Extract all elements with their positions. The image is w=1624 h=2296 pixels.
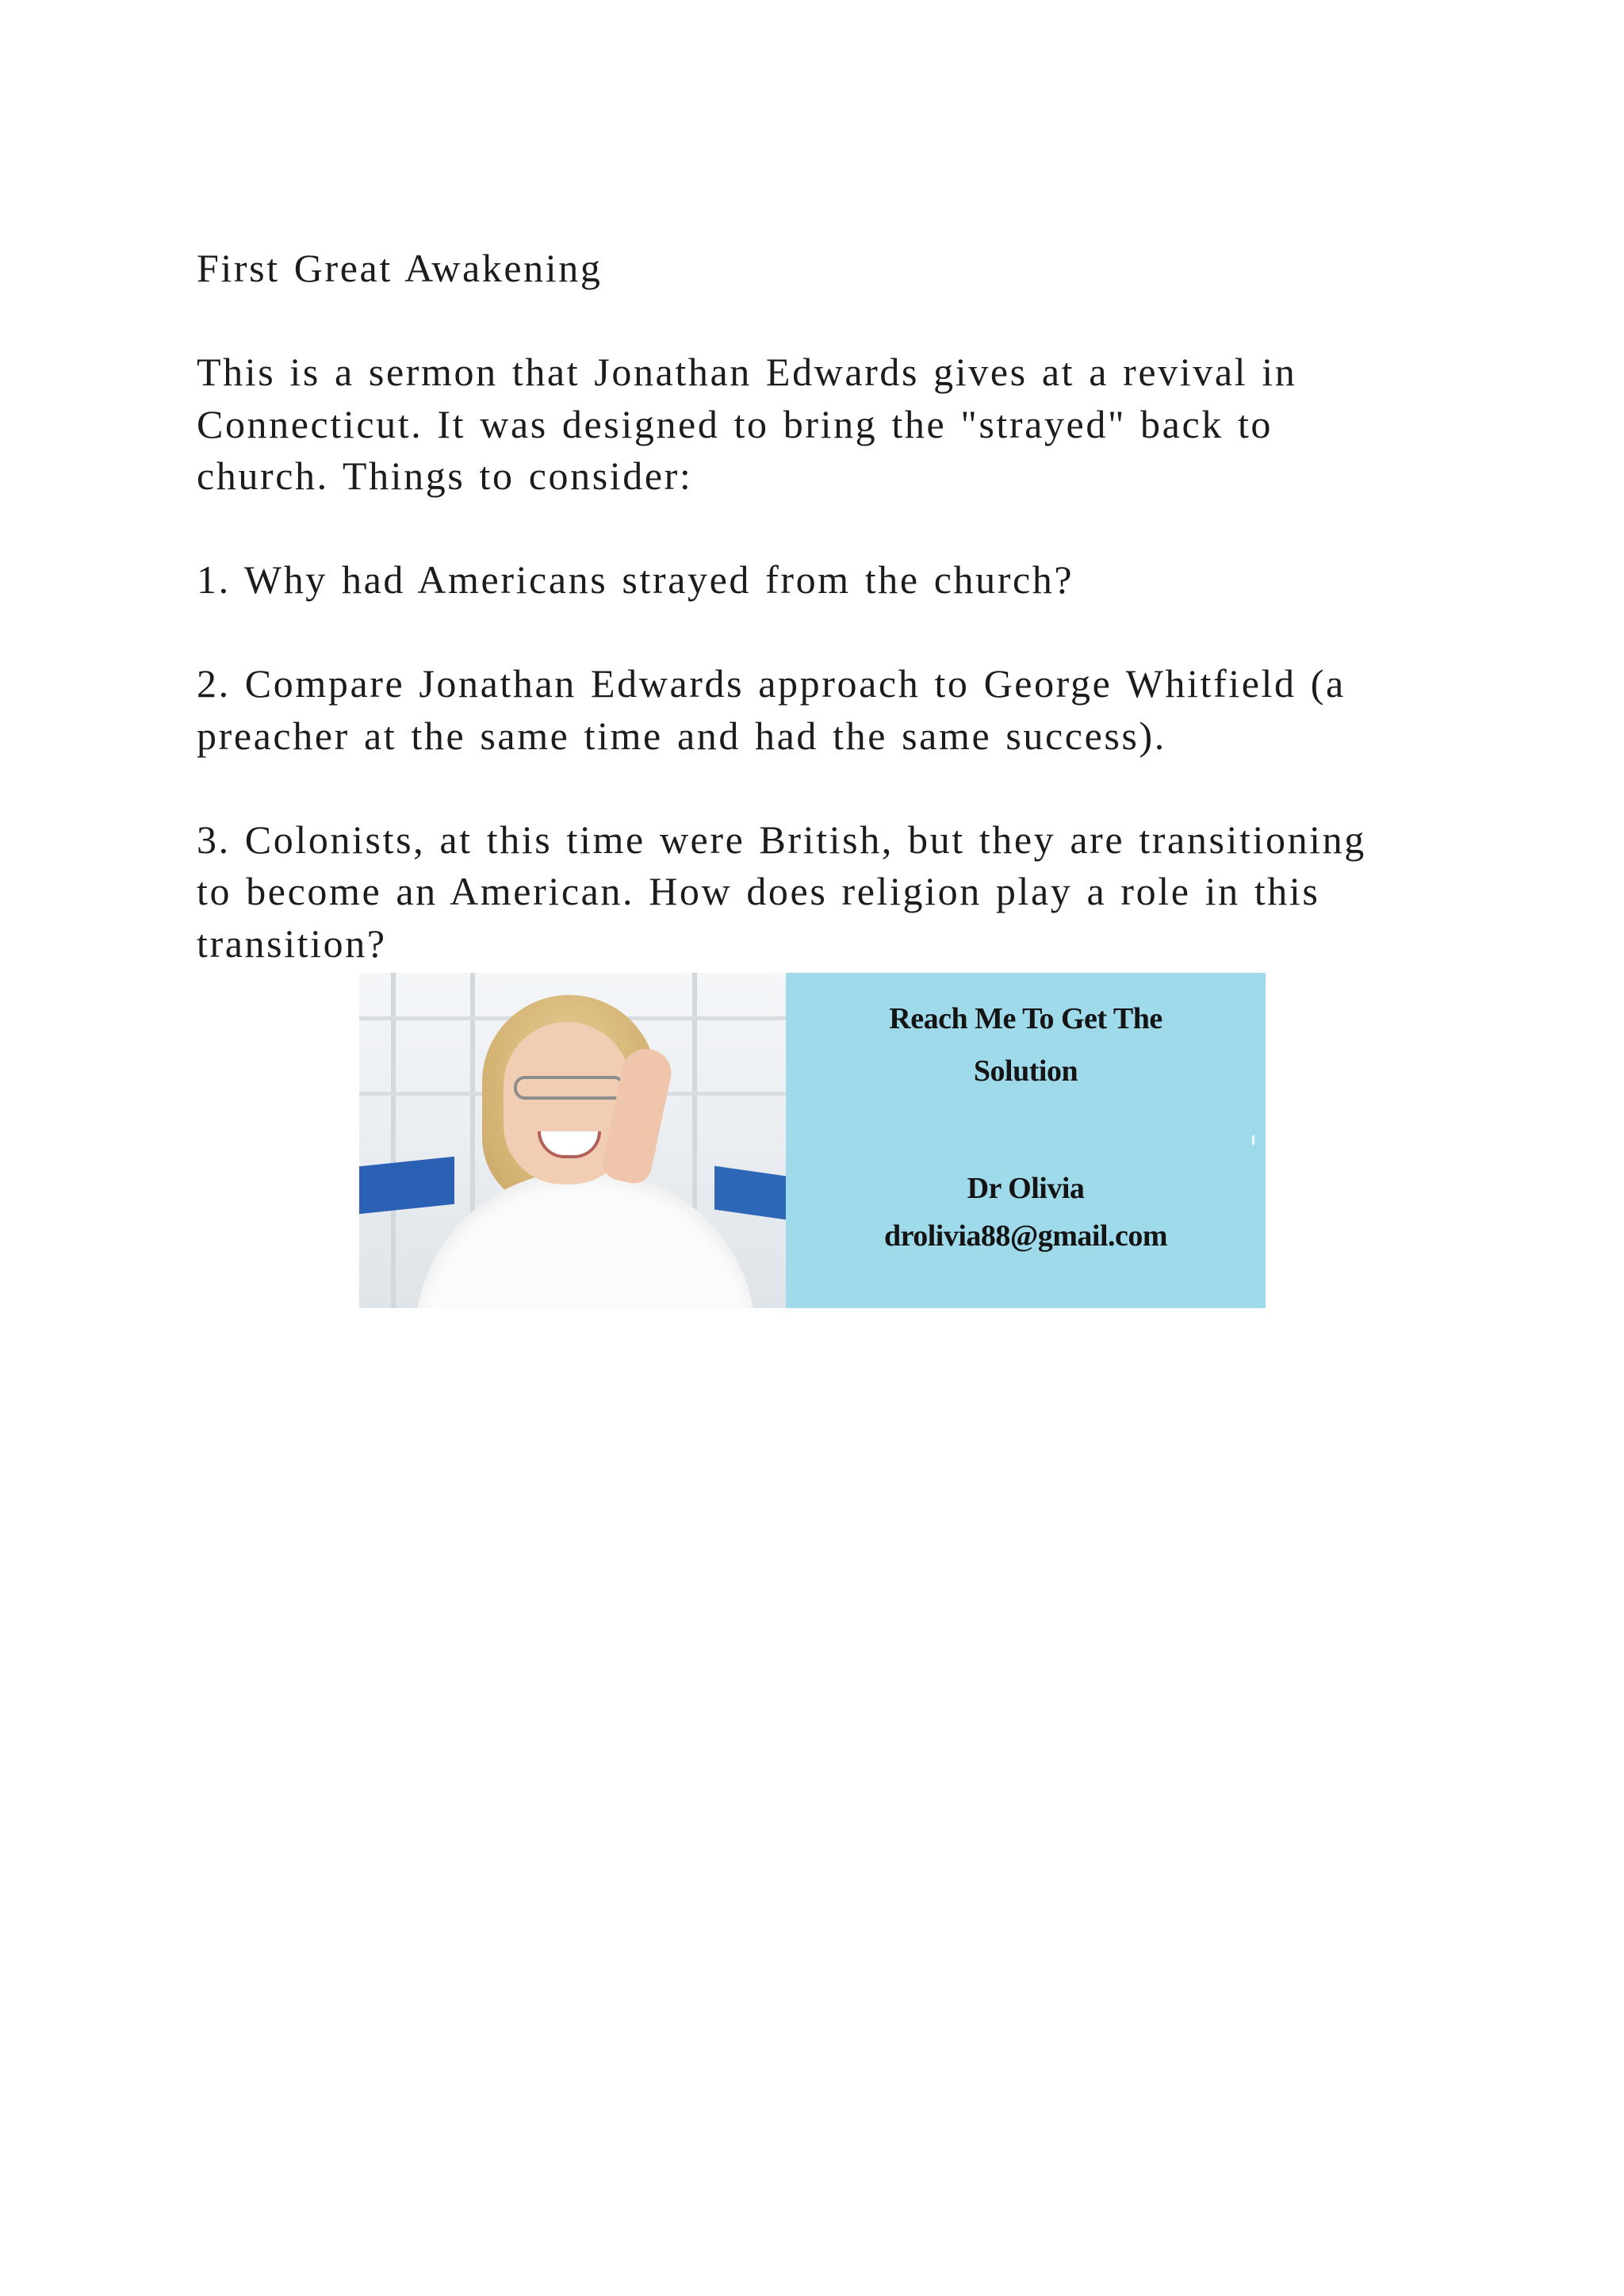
paragraph-gap xyxy=(197,762,1465,814)
person-body xyxy=(415,1171,756,1308)
contact-banner xyxy=(359,973,1266,1308)
image-artifact xyxy=(1252,1135,1254,1145)
intro-paragraph: This is a sermon that Jonathan Edwards gives at a revival in Connecticut. It was designed to bring the "strayed" back to church. Things to consider: xyxy=(197,350,1297,498)
document-title: First Great Awakening xyxy=(197,246,603,290)
paragraph-gap xyxy=(197,295,1465,347)
contact-email[interactable]: drolivia88@gmail.com xyxy=(883,1219,1168,1253)
window-frame xyxy=(391,973,396,1308)
document-body xyxy=(197,243,1465,970)
woman-photo xyxy=(359,973,786,1308)
banner-heading-line-2: Solution xyxy=(973,1054,1078,1088)
banner-heading-line-1: Reach Me To Get The xyxy=(889,1002,1162,1035)
paragraph-gap xyxy=(197,503,1465,555)
contact-name: Dr Olivia xyxy=(967,1172,1085,1205)
question-2: 2. Compare Jonathan Edwards approach to George Whitfield (a preacher at the same time and had the same success). xyxy=(197,661,1346,758)
blue-chair xyxy=(714,1166,786,1220)
question-1: 1. Why had Americans strayed from the church? xyxy=(197,557,1074,602)
paragraph-gap xyxy=(197,607,1465,659)
blue-chair xyxy=(359,1157,454,1215)
question-3: 3. Colonists, at this time were British, but they are transitioning to become an American. How does religion play a role in this transition? xyxy=(197,817,1366,966)
contact-panel xyxy=(786,973,1266,1308)
glasses-icon xyxy=(514,1076,625,1100)
